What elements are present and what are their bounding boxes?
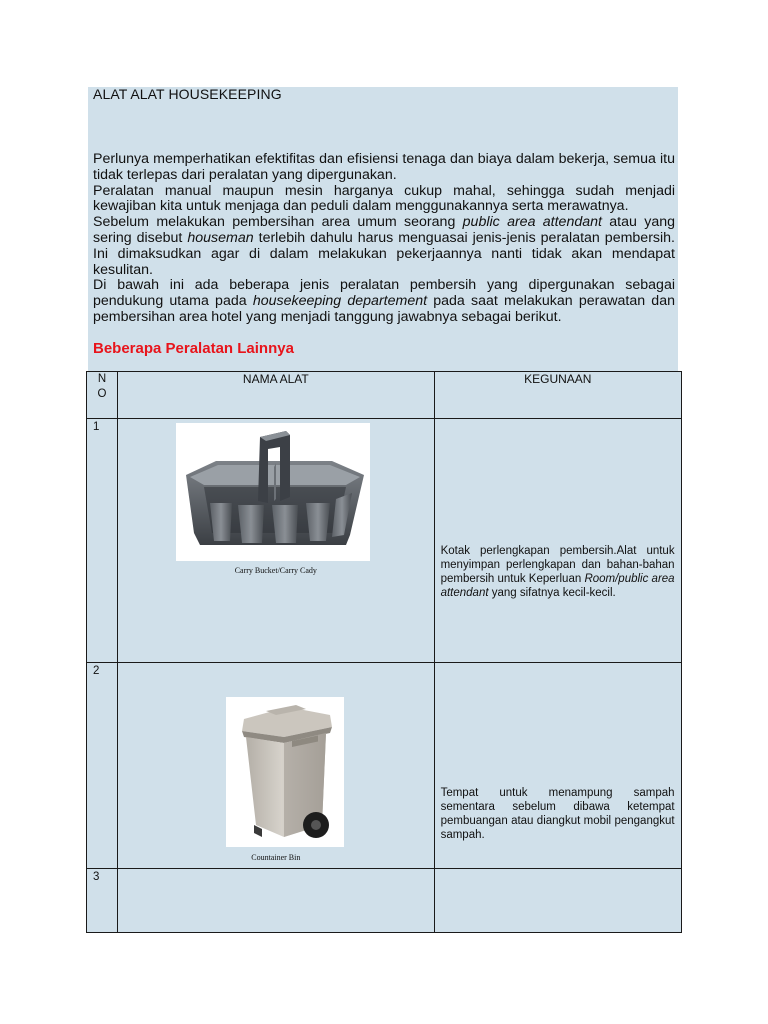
table-header-row <box>87 372 682 419</box>
paragraph-4: Di bawah ini ada beberapa jenis peralatan pembersih yang dipergunakan sebagai pendukung utama pada housekeeping departement pada saat melakukan perawatan dan pembersihan area hotel yang menjadi tanggung jawabnya sebagai berikut. <box>93 277 675 325</box>
tool-image-cell <box>118 869 435 933</box>
row-number: 1 <box>87 419 118 663</box>
section-subheading: Beberapa Peralatan Lainnya <box>93 340 294 357</box>
table-row <box>87 869 682 933</box>
tool-use-cell <box>434 419 681 663</box>
container-bin-image <box>226 697 344 847</box>
paragraph-1: Perlunya memperhatikan efektifitas dan efisiensi tenaga dan biaya dalam bekerja, semua itu tidak terlepas dari peralatan yang dipergunakan. <box>93 151 675 183</box>
header-no-line2: O <box>97 388 107 400</box>
tool-image-cell <box>118 419 435 663</box>
table-row <box>87 663 682 869</box>
header-no-line1: N <box>97 373 107 385</box>
row-number: 3 <box>87 869 118 933</box>
tool-caption: Countainer Bin <box>251 853 301 862</box>
intro-body <box>93 152 675 326</box>
tool-caption: Carry Bucket/Carry Cady <box>234 566 317 575</box>
header-use: KEGUNAAN <box>434 372 681 419</box>
equipment-table <box>86 371 682 933</box>
header-name: NAMA ALAT <box>118 372 435 419</box>
paragraph-2: Peralatan manual maupun mesin harganya cukup mahal, sehingga sudah menjadi kewajiban kita untuk menjaga dan peduli dalam menggunakannya serta merawatnya. <box>93 182 675 215</box>
row-number: 2 <box>87 663 118 869</box>
carry-bucket-image <box>176 423 370 561</box>
tool-use-cell <box>434 663 681 869</box>
tool-image-cell <box>118 663 435 869</box>
document-title: ALAT ALAT HOUSEKEEPING <box>93 86 282 102</box>
paragraph-3: Sebelum melakukan pembersihan area umum seorang public area attendant atau yang sering disebut houseman terlebih dahulu harus menguasai jenis-jenis peralatan pembersih. Ini dimaksudkan agar di dalam melakukan pekerjaannya nanti tidak akan mendapat kesulitan. <box>93 214 675 278</box>
tool-use-cell <box>434 869 681 933</box>
header-no <box>87 372 118 419</box>
tool-use-text: Kotak perlengkapan pembersih.Alat untuk menyimpan perlengkapan dan bahan-bahan pembersih untuk Keperluan Room/public area attendant yang sifatnya kecil-kecil. <box>440 545 675 599</box>
tool-use-text: Tempat untuk menampung sampah sementara sebelum dibawa ketempat pembuangan atau diangkut mobil pengangkut sampah. <box>440 787 675 841</box>
table-row <box>87 419 682 663</box>
